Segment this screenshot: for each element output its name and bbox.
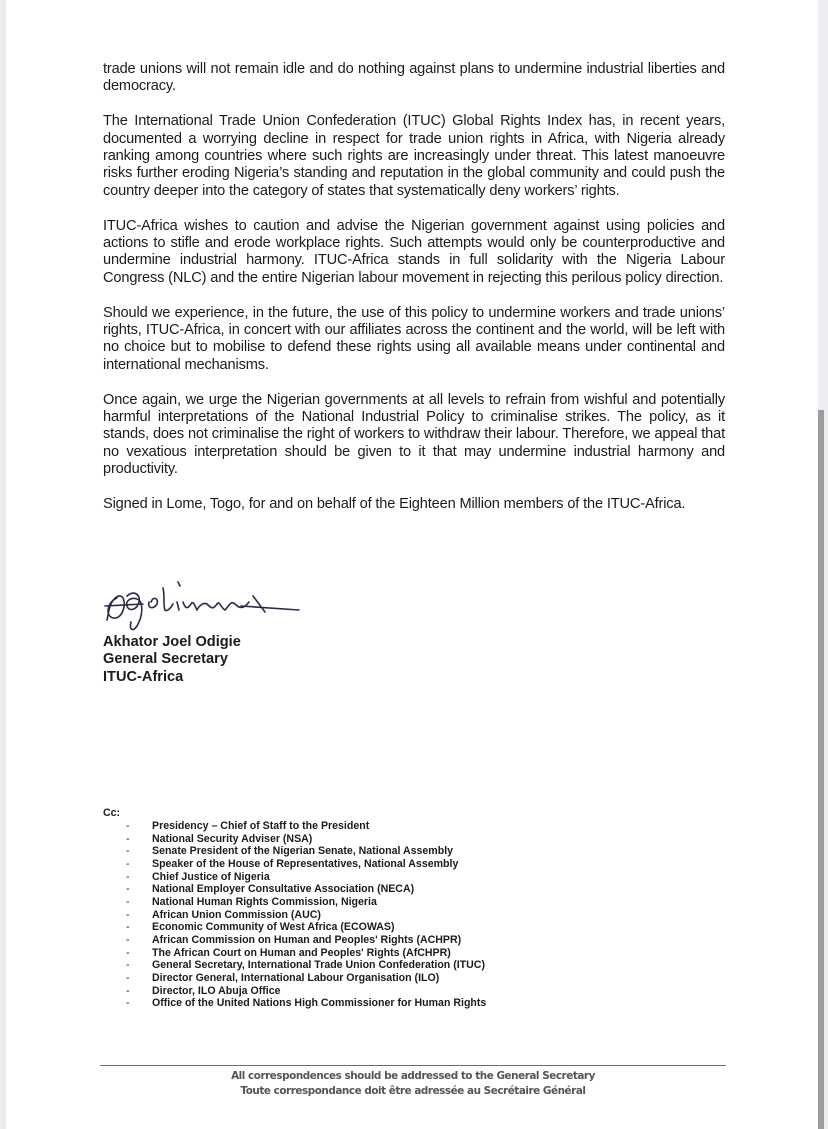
cc-recipient-text: Economic Community of West Africa (ECOWAS)	[152, 921, 395, 934]
cc-recipient	[103, 997, 486, 1010]
cc-recipient-text: Office of the United Nations High Commissioner for Human Rights	[152, 997, 487, 1010]
dash-bullet: -	[126, 870, 130, 883]
vertical-scrollbar[interactable]	[818, 0, 828, 1129]
cc-recipient	[103, 934, 486, 947]
cc-recipient	[103, 909, 486, 922]
cc-recipient	[103, 959, 486, 972]
letter-body	[103, 61, 725, 531]
dash-bullet: -	[126, 984, 130, 997]
cc-recipient-text: General Secretary, International Trade Union Confederation (ITUC)	[152, 959, 485, 972]
cc-recipient	[103, 896, 486, 909]
cc-recipient	[103, 985, 486, 998]
signatory-title: General Secretary	[103, 651, 228, 668]
cc-recipient-text: Presidency – Chief of Staff to the President	[152, 820, 370, 832]
paragraph-appeal: Once again, we urge the Nigerian governments at all levels to refrain from wishful and potentially harmful interpretations of the National Industrial Policy to criminalise strikes. The policy, as it stands, does not criminalise the right of workers to withdraw their labour. Therefore, we appeal that no vexatious interpretation should be given to it that may undermine industrial harmony and productivity.	[103, 391, 725, 478]
cc-recipient-list	[103, 820, 486, 1010]
cc-recipient-text: African Union Commission (AUC)	[152, 908, 321, 921]
dash-bullet: -	[126, 832, 130, 845]
cc-label: Cc:	[103, 807, 121, 819]
scrollbar-thumb[interactable]	[818, 410, 824, 1129]
dash-bullet: -	[126, 845, 130, 858]
cc-recipient-text: African Commission on Human and Peoples' Rights (ACHPR)	[152, 933, 462, 946]
cc-recipient	[103, 820, 486, 833]
signatory-block	[103, 634, 241, 686]
cc-recipient	[103, 947, 486, 960]
dash-bullet: -	[126, 921, 130, 934]
footer-divider	[100, 1065, 726, 1066]
cc-recipient	[103, 858, 486, 871]
cc-recipient	[103, 871, 486, 884]
dash-bullet: -	[126, 933, 130, 946]
dash-bullet: -	[126, 908, 130, 921]
cc-recipient-text: National Human Rights Commission, Nigeria	[152, 895, 377, 908]
dash-bullet: -	[126, 959, 130, 972]
cc-recipient	[103, 833, 486, 846]
paragraph-global-rights-index: The International Trade Union Confederation (ITUC) Global Rights Index has, in recent years, documented a worrying decline in respect for trade union rights in Africa, with Nigeria already ranking among countries where such rights are increasingly under threat. This latest manoeuvre risks further eroding Nigeria’s standing and reputation in the global community and could push the country deeper into the category of states that systematically deny workers’ rights.	[103, 113, 725, 199]
footer-line-french: Toute correspondance doit être adressée au Secrétaire Général	[240, 1084, 586, 1097]
dash-bullet: -	[126, 946, 130, 959]
cc-recipient-text: Senate President of the Nigerian Senate, National Assembly	[152, 845, 454, 858]
cc-recipient	[103, 972, 486, 985]
signatory-organisation: ITUC-Africa	[103, 668, 184, 685]
dash-bullet: -	[126, 971, 130, 984]
footer	[100, 1069, 726, 1098]
cc-recipient-text: Chief Justice of Nigeria	[152, 870, 270, 883]
cc-section	[103, 807, 486, 1010]
cc-recipient-text: Speaker of the House of Representatives, National Assembly	[152, 857, 459, 870]
dash-bullet: -	[126, 997, 130, 1010]
paragraph-caution: ITUC-Africa wishes to caution and advise the Nigerian government against using policies and actions to stifle and erode workplace rights. Such attempts would only be counterproductive and undermine industrial harmony. ITUC-Africa stands in full solidarity with the Nigeria Labour Congress (NLC) and the entire Nigerian labour movement in rejecting this perilous policy direction.	[103, 217, 725, 286]
cc-recipient	[103, 921, 486, 934]
dash-bullet: -	[126, 883, 130, 896]
cc-recipient	[103, 845, 486, 858]
cc-recipient-text: The African Court on Human and Peoples' Rights (AfCHPR)	[152, 946, 451, 959]
cc-recipient-text: National Security Adviser (NSA)	[152, 832, 313, 845]
cc-recipient	[103, 883, 486, 896]
handwritten-signature	[103, 576, 303, 634]
paragraph-future-mobilisation: Should we experience, in the future, the use of this policy to undermine workers and trade unions’ rights, ITUC-Africa, in concert with our affiliates across the continent and the world, will be left with no choice but to mobilise to defend these rights using all available means under continental and international mechanisms.	[103, 304, 725, 373]
paragraph-signed-in: Signed in Lome, Togo, for and on behalf of the Eighteen Million members of the ITUC-Africa.	[103, 496, 686, 513]
dash-bullet: -	[126, 857, 130, 870]
paragraph-continuation: trade unions will not remain idle and do nothing against plans to undermine industrial liberties and democracy.	[103, 61, 725, 95]
cc-recipient-text: Director, ILO Abuja Office	[152, 984, 281, 997]
cc-recipient-text: Director General, International Labour Organisation (ILO)	[152, 971, 440, 984]
dash-bullet: -	[126, 820, 130, 832]
cc-recipient-text: National Employer Consultative Association (NECA)	[152, 883, 415, 896]
signatory-name: Akhator Joel Odigie	[103, 634, 241, 650]
footer-line-english: All correspondences should be addressed to the General Secretary	[231, 1070, 595, 1082]
dash-bullet: -	[126, 895, 130, 908]
